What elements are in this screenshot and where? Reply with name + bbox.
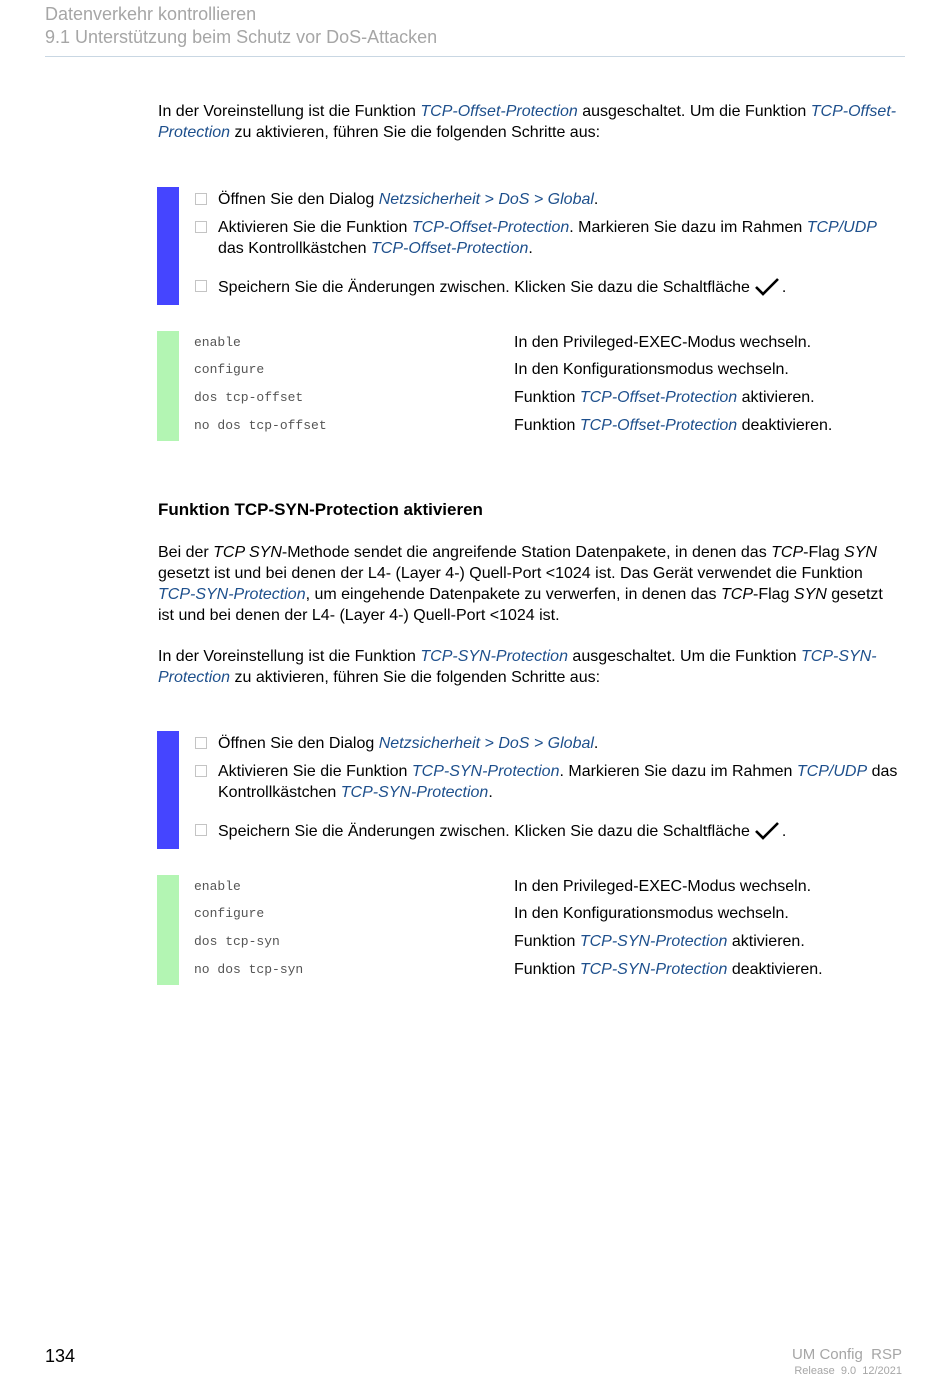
chapter-title: Datenverkehr kontrollieren (45, 4, 257, 24)
term-link: TCP-Offset-Protection (158, 103, 897, 141)
description-paragraph: Bei der TCP SYN-Methode sendet die angreifende Station Datenpakete, in denen das TCP-Flag SYN gesetzt ist und bei denen der L4- (Layer 4-) Quell-Port <1024 ist. Das Gerät verwendet die Funktion TCP-SYN-Protection, um eingehende Datenpakete zu verwerfen, in denen das TCP-Flag SYN gesetzt ist und bei denen der L4- (Layer 4-) Quell-Port <1024 ist. (158, 544, 883, 624)
cli-command: no dos tcp-offset (194, 418, 327, 433)
checkbox-icon (195, 193, 207, 205)
step-item: Speichern Sie die Änderungen zwischen. Klicken Sie dazu die Schaltfläche . (195, 276, 905, 298)
checkmark-icon (754, 820, 780, 842)
steps-bar (157, 731, 179, 849)
cli-description: In den Privileged-EXEC-Modus wechseln. (514, 334, 812, 351)
step-item: Aktivieren Sie die Funktion TCP-Offset-Protection. Markieren Sie dazu im Rahmen TCP/UDP das Kontrollkästchen TCP-Offset-Protection. (195, 217, 905, 259)
section-title: 9.1 Unterstützung beim Schutz vor DoS-Attacken (45, 27, 438, 47)
step-item: Öffnen Sie den Dialog Netzsicherheit > DoS > Global. (195, 189, 905, 210)
term-link: TCP-Offset-Protection (420, 103, 578, 120)
cli-command: enable (194, 879, 241, 894)
section-heading: Funktion TCP-SYN-Protection aktivieren (158, 500, 483, 519)
cli-command: enable (194, 335, 241, 350)
step-item: Speichern Sie die Änderungen zwischen. Klicken Sie dazu die Schaltfläche . (195, 820, 905, 842)
step-item: Aktivieren Sie die Funktion TCP-SYN-Protection. Markieren Sie dazu im Rahmen TCP/UDP das Kontrollkästchen TCP-SYN-Protection. (195, 761, 905, 803)
header-divider (45, 56, 905, 57)
checkmark-icon (754, 276, 780, 298)
cli-command: dos tcp-syn (194, 934, 280, 949)
checkbox-icon (195, 765, 207, 777)
cli-description: Funktion TCP-Offset-Protection aktivieren. (514, 389, 815, 406)
checkbox-icon (195, 221, 207, 233)
cli-description: Funktion TCP-Offset-Protection deaktivieren. (514, 417, 833, 434)
cli-description: Funktion TCP-SYN-Protection aktivieren. (514, 933, 805, 950)
release-info: Release 9.0 12/2021 (794, 1365, 902, 1377)
cli-description: In den Konfigurationsmodus wechseln. (514, 361, 789, 378)
cli-command: dos tcp-offset (194, 390, 304, 405)
step-item: Öffnen Sie den Dialog Netzsicherheit > DoS > Global. (195, 733, 905, 754)
steps-bar (157, 187, 179, 305)
cli-command: configure (194, 362, 265, 377)
checkbox-icon (195, 280, 207, 292)
cli-description: In den Konfigurationsmodus wechseln. (514, 905, 789, 922)
cli-bar (157, 331, 179, 441)
cli-bar (157, 875, 179, 985)
cli-description: In den Privileged-EXEC-Modus wechseln. (514, 878, 812, 895)
dialog-path-link: Netzsicherheit > DoS > Global (378, 191, 594, 208)
page-number: 134 (45, 1346, 76, 1366)
doc-title: UM Config RSP (791, 1346, 902, 1363)
intro-paragraph-offset: In der Voreinstellung ist die Funktion TCP-Offset-Protection ausgeschaltet. Um die Funktion TCP-Offset-Protection zu aktivieren, führen Sie die folgenden Schritte aus: (158, 103, 897, 141)
intro-paragraph-syn: In der Voreinstellung ist die Funktion TCP-SYN-Protection ausgeschaltet. Um die Funktion TCP-SYN-Protection zu aktivieren, führen Sie die folgenden Schritte aus: (158, 648, 877, 686)
cli-command: no dos tcp-syn (194, 962, 304, 977)
dialog-path-link: Netzsicherheit > DoS > Global (378, 735, 594, 752)
cli-description: Funktion TCP-SYN-Protection deaktivieren. (514, 961, 823, 978)
checkbox-icon (195, 824, 207, 836)
checkbox-icon (195, 737, 207, 749)
cli-command: configure (194, 906, 265, 921)
